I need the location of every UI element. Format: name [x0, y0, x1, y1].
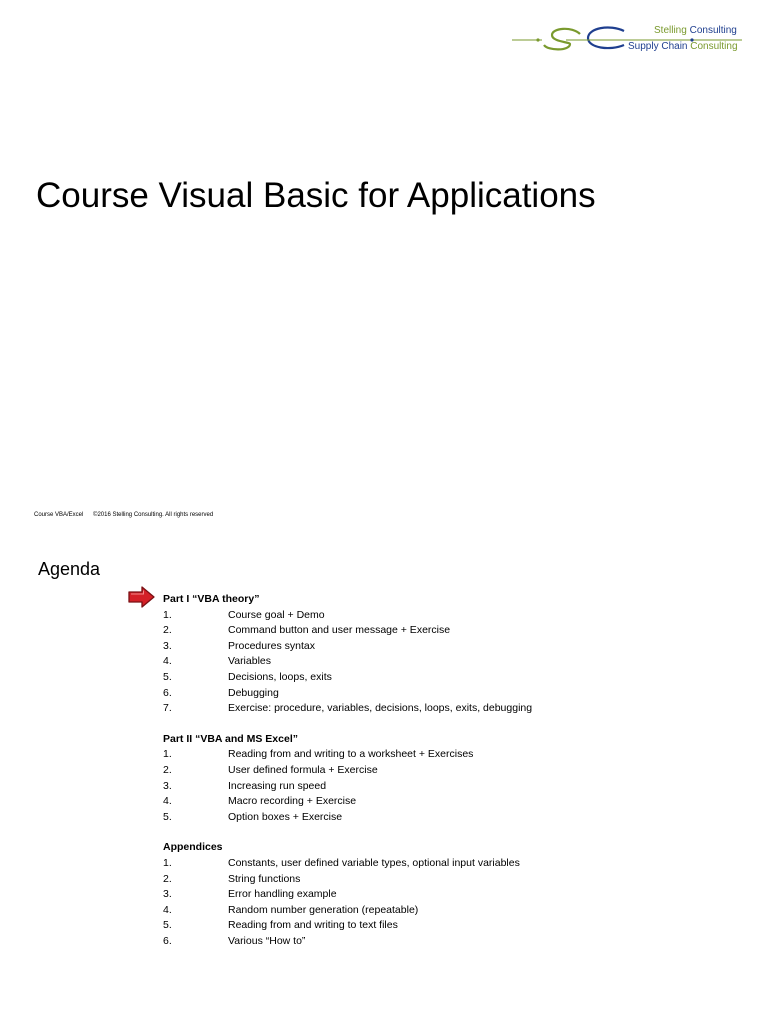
- sc-logo-mark: [508, 18, 748, 58]
- agenda-item: [163, 608, 532, 624]
- footer-course: Course VBA/Excel: [34, 512, 84, 518]
- agenda-item-number: 2.: [163, 624, 172, 637]
- agenda-item: [163, 747, 532, 763]
- agenda-item: [163, 763, 532, 779]
- agenda-item-number: 2.: [163, 763, 172, 776]
- agenda-item-number: 3.: [163, 639, 172, 652]
- agenda-item-text: Various “How to”: [228, 934, 306, 947]
- agenda-item-text: Random number generation (repeatable): [228, 903, 419, 916]
- agenda-item: [163, 639, 532, 655]
- agenda-item-number: 3.: [163, 888, 172, 901]
- agenda-item-number: 6.: [163, 934, 172, 947]
- footer-copyright: ©2016 Stelling Consulting. All rights reserved: [93, 512, 214, 518]
- agenda-item-text: Constants, user defined variable types, optional input variables: [228, 856, 520, 869]
- agenda-item-number: 5.: [163, 919, 172, 932]
- agenda-item-text: Decisions, loops, exits: [228, 670, 332, 683]
- agenda-item: [163, 779, 532, 795]
- agenda-item: [163, 670, 532, 686]
- agenda-item: [163, 686, 532, 702]
- agenda-item-number: 4.: [163, 795, 172, 808]
- agenda-item: [163, 623, 532, 639]
- agenda-item: [163, 903, 532, 919]
- agenda-item-text: String functions: [228, 872, 301, 885]
- agenda-item-number: 2.: [163, 872, 172, 885]
- agenda-item: [163, 887, 532, 903]
- agenda-item-text: Macro recording + Exercise: [228, 795, 357, 808]
- agenda-item-number: 3.: [163, 779, 172, 792]
- company-logo: [508, 18, 748, 58]
- pointer-arrow-icon: [128, 586, 156, 608]
- agenda-item-number: 1.: [163, 608, 172, 621]
- agenda-section: [163, 592, 532, 717]
- logo-text-line1: Stelling Consulting: [654, 25, 737, 36]
- agenda-item-number: 7.: [163, 702, 172, 715]
- agenda-section-title: Part I “VBA theory”: [163, 593, 260, 605]
- agenda-item-number: 5.: [163, 670, 172, 683]
- agenda-item-text: Command button and user message + Exercise: [228, 624, 451, 637]
- agenda-item: [163, 918, 532, 934]
- page-title: Course Visual Basic for Applications: [36, 176, 596, 215]
- agenda-item-text: Debugging: [228, 686, 279, 699]
- agenda-item-text: Course goal + Demo: [228, 608, 325, 621]
- agenda-item: [163, 872, 532, 888]
- agenda-item-number: 5.: [163, 810, 172, 823]
- agenda-section-title: Part II “VBA and MS Excel”: [163, 732, 298, 745]
- agenda-item-text: Increasing run speed: [228, 779, 327, 792]
- slide-footer: [34, 512, 213, 518]
- agenda-item-text: Error handling example: [228, 888, 337, 901]
- agenda-section-title: Appendices: [163, 841, 223, 854]
- agenda-item-number: 6.: [163, 686, 172, 699]
- agenda-item-number: 4.: [163, 655, 172, 668]
- agenda-section: [163, 840, 532, 949]
- agenda-item-text: User defined formula + Exercise: [228, 763, 378, 776]
- agenda-item-number: 1.: [163, 856, 172, 869]
- agenda-item: [163, 934, 532, 950]
- agenda-item: [163, 701, 532, 717]
- agenda-heading: Agenda: [38, 559, 101, 579]
- agenda-item-text: Variables: [228, 655, 271, 668]
- agenda-item-text: Reading from and writing to a worksheet + Exercises: [228, 748, 474, 761]
- agenda-item: [163, 654, 532, 670]
- agenda-section: [163, 732, 532, 826]
- logo-text-line2: Supply Chain Consulting: [628, 41, 738, 52]
- agenda-item: [163, 810, 532, 826]
- agenda-item-text: Option boxes + Exercise: [228, 810, 343, 823]
- agenda-item-text: Exercise: procedure, variables, decisions, loops, exits, debugging: [228, 702, 533, 715]
- agenda-list: [163, 592, 532, 949]
- agenda-item: [163, 856, 532, 872]
- agenda-item: [163, 794, 532, 810]
- agenda-item-text: Reading from and writing to text files: [228, 919, 398, 932]
- agenda-item-number: 4.: [163, 903, 172, 916]
- agenda-item-text: Procedures syntax: [228, 639, 315, 652]
- agenda-item-number: 1.: [163, 748, 172, 761]
